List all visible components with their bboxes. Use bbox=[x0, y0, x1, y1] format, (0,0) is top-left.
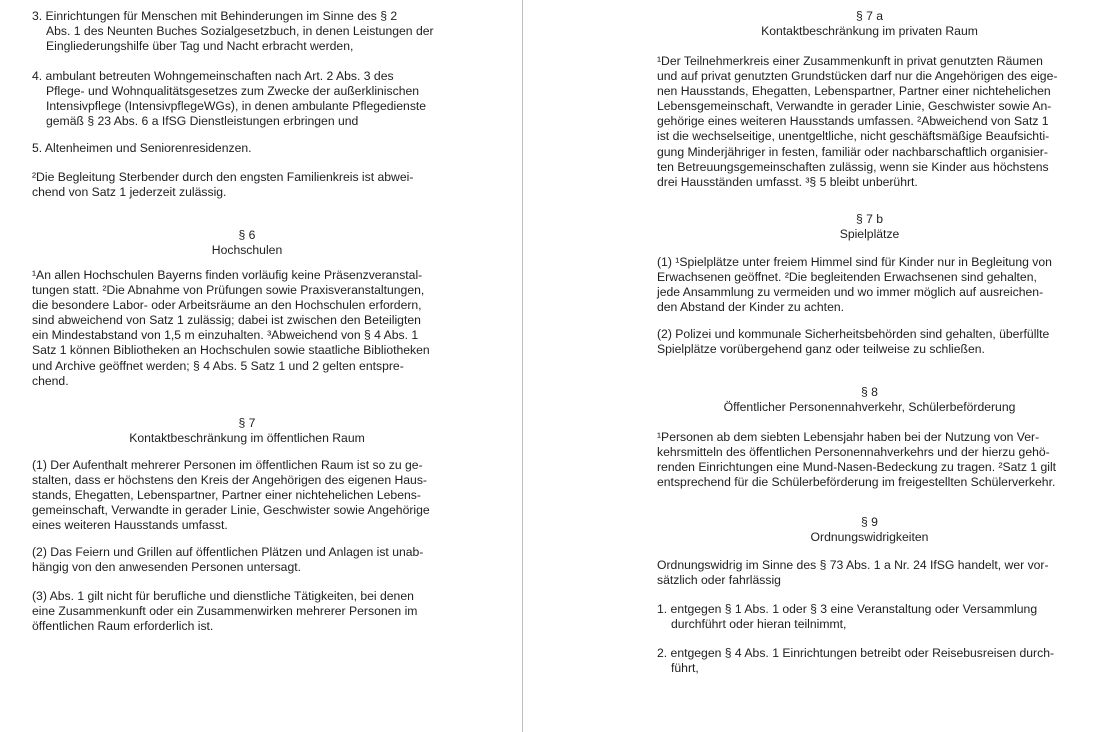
list-item: 5. Altenheimen und Seniorenresidenzen. bbox=[32, 141, 252, 155]
section-7b-title: Spielplätze bbox=[839, 227, 900, 241]
section-7-paragraph-1: (1) Der Aufenthalt mehrerer Personen im öffentlichen Raum ist so zu ge- stalten, dass er höchstens den Kreis der Angehörigen des eigenen Haus- stands, Ehegatten, Lebenspartner, Partner einer nichtehelichen Lebens- gemeinschaft, Verwandte in gerader Linie, Geschwister sowie Angehörige eines weiteren Hausstands umfasst. bbox=[32, 458, 430, 533]
list-item: 4. ambulant betreuten Wohngemeinschaften nach Art. 2 Abs. 3 des Pflege- und Wohnqualitätsgesetzes zum Zwecke der außerklinischen Intensivpflege (IntensivpflegeWGs), in denen ambulante Pflegedienste gemäß § 23 Abs. 6 a IfSG Dienstleistungen erbringen und bbox=[32, 69, 427, 129]
paragraph-sterbender: ²Die Begleitung Sterbender durch den engsten Familienkreis ist abwei- chend von Satz 1 jederzeit zulässig. bbox=[32, 170, 414, 200]
section-9-title: Ordnungswidrigkeiten bbox=[810, 530, 929, 544]
section-8-number: § 8 bbox=[861, 385, 878, 399]
section-7-paragraph-2: (2) Das Feiern und Grillen auf öffentlichen Plätzen und Anlagen ist unab- hängig von den anwesenden Personen untersagt. bbox=[32, 545, 424, 575]
section-7a-text: ¹Der Teilnehmerkreis einer Zusammenkunft in privat genutzten Räumen und auf privat genutzten Grundstücken darf nur die Angehörigen des eige- nen Hausstands, Ehegatten, Lebenspartner, Partner einer nichtehelichen Lebensgemeinschaft, Verwandte in gerader Linie, Geschwister sowie An- gehörige eines weiteren Hausstands umfassen. ²Abweichend von Satz 1 ist die wechselseitige, unentgeltliche, nicht geschäftsmäßige Beaufsichti- gung Minderjähriger in festen, familiär oder nachbarschaftlich organisier- ten Betreuungsgemeinschaften zulässig, wenn sie Kinder aus höchstens drei Hausständen umfasst. ³§ 5 bleibt unberührt. bbox=[657, 54, 1058, 189]
list-item: 2. entgegen § 4 Abs. 1 Einrichtungen betreibt oder Reisebusreisen durch- führt, bbox=[657, 646, 1055, 676]
section-9-intro: Ordnungswidrig im Sinne des § 73 Abs. 1 a Nr. 24 IfSG handelt, wer vor- sätzlich oder fahrlässig bbox=[657, 558, 1049, 588]
section-7a-number: § 7 a bbox=[855, 9, 884, 23]
section-8-title: Öffentlicher Personennahverkehr, Schülerbeförderung bbox=[723, 400, 1016, 414]
section-7b-number: § 7 b bbox=[855, 212, 884, 226]
section-7b-paragraph-2: (2) Polizei und kommunale Sicherheitsbehörden sind gehalten, überfüllte Spielplätze vorübergehend ganz oder teilweise zu schließen. bbox=[657, 327, 1050, 357]
list-item: 3. Einrichtungen für Menschen mit Behinderungen im Sinne des § 2 Abs. 1 des Neunten Buches Sozialgesetzbuch, in denen Leistungen der Eingliederungshilfe über Tag und Nacht erbracht werden, bbox=[32, 9, 434, 54]
section-7-number: § 7 bbox=[238, 416, 256, 430]
section-6-number: § 6 bbox=[238, 228, 256, 242]
section-7-paragraph-3: (3) Abs. 1 gilt nicht für berufliche und dienstliche Tätigkeiten, bei denen eine Zusammenkunft oder ein Zusammenwirken mehrerer Personen im öffentlichen Raum erforderlich ist. bbox=[32, 589, 418, 634]
section-7a-title: Kontaktbeschränkung im privaten Raum bbox=[761, 24, 978, 38]
section-7-title: Kontaktbeschränkung im öffentlichen Raum bbox=[129, 431, 365, 445]
section-9-number: § 9 bbox=[861, 515, 878, 529]
section-6-title: Hochschulen bbox=[211, 243, 283, 257]
list-item: 1. entgegen § 1 Abs. 1 oder § 3 eine Veranstaltung oder Versammlung durchführt oder hieran teilnimmt, bbox=[657, 602, 1038, 632]
section-6-text: ¹An allen Hochschulen Bayerns finden vorläufig keine Präsenzveranstal- tungen statt. ²Die Abnahme von Prüfungen sowie Praxisveranstaltungen, die besondere Labor- oder Arbeitsräume an den Hochschulen erfordern, sind abweichend von Satz 1 zulässig; dabei ist zwischen den Beteiligten ein Mindestabstand von 1,5 m einzuhalten. ³Abweichend von § 4 Abs. 1 Satz 1 können Bibliotheken an Hochschulen sowie staatliche Bibliotheken und Archive geöffnet werden; § 4 Abs. 5 Satz 1 und 2 gelten entspre- chend. bbox=[32, 268, 430, 388]
page-divider bbox=[522, 0, 523, 732]
section-7b-paragraph-1: (1) ¹Spielplätze unter freiem Himmel sind für Kinder nur in Begleitung von Erwachsenen geöffnet. ²Die begleitenden Erwachsenen sind gehalten, jede Ansammlung zu vermeiden und wo immer möglich auf ausreichen- den Abstand der Kinder zu achten. bbox=[657, 255, 1052, 315]
section-8-text: ¹Personen ab dem siebten Lebensjahr haben bei der Nutzung von Ver- kehrsmitteln des öffentlichen Personennahverkehrs und der hierzu gehö- renden Einrichtungen eine Mund-Nasen-Bedeckung zu tragen. ²Satz 1 gilt entsprechend für die Schülerbeförderung im freigestellten Schülerverkehr. bbox=[657, 430, 1057, 490]
